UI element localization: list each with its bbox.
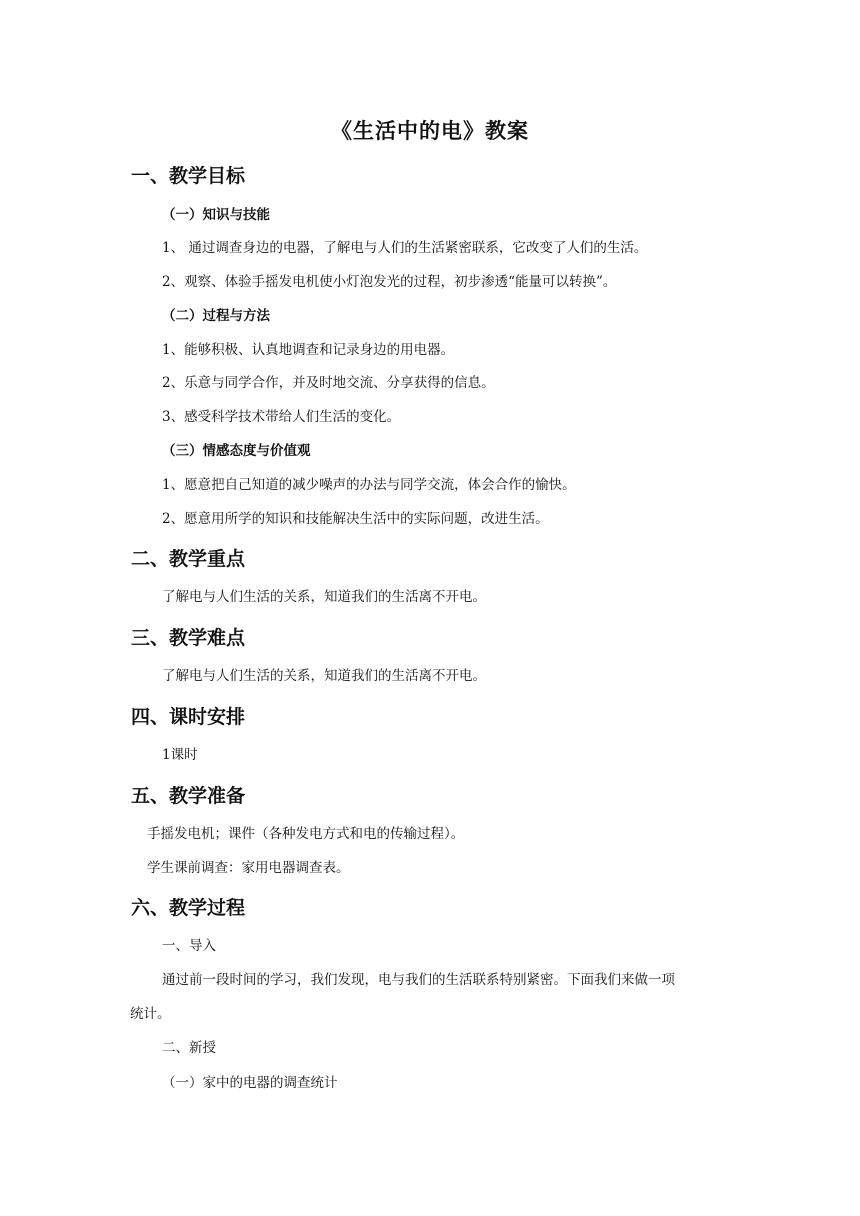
section-heading-difficulties: 三、教学难点 — [131, 627, 246, 649]
section-heading-preparation: 五、教学准备 — [131, 785, 246, 807]
key-points-text: 了解电与人们生活的关系，知道我们的生活离不开电。 — [162, 589, 486, 605]
objective-item: 3、感受科学技术带给人们生活的变化。 — [162, 409, 401, 425]
objective-item: 2、观察、体验手摇发电机使小灯泡发光的过程，初步渗透“能量可以转换”。 — [162, 274, 617, 290]
process-paragraph-line: 通过前一段时间的学习，我们发现，电与我们的生活联系特别紧密。下面我们来做一项 — [162, 972, 675, 988]
objective-item: 1、能够积极、认真地调查和记录身边的用电器。 — [162, 342, 455, 358]
objective-item: 1、愿意把自己知道的减少噪声的办法与同学交流，体会合作的愉快。 — [162, 477, 576, 493]
process-step-intro: 一、导入 — [162, 938, 216, 954]
section-heading-objectives: 一、教学目标 — [131, 165, 246, 187]
subheading-knowledge-skills: （一）知识与技能 — [162, 207, 270, 223]
section-heading-process: 六、教学过程 — [131, 897, 246, 919]
document-title: 《生活中的电》教案 — [331, 119, 529, 143]
section-heading-key-points: 二、教学重点 — [131, 548, 246, 570]
objective-item: 2、愿意用所学的知识和技能解决生活中的实际问题，改进生活。 — [162, 511, 549, 527]
process-paragraph-line: 统计。 — [130, 1006, 171, 1022]
preparation-line: 手摇发电机；课件（各种发电方式和电的传输过程）。 — [147, 826, 465, 842]
subheading-attitude-values: （三）情感态度与价值观 — [162, 443, 311, 459]
schedule-text: 1课时 — [162, 747, 198, 763]
section-heading-schedule: 四、课时安排 — [131, 706, 246, 728]
process-step-new: 二、新授 — [162, 1040, 216, 1056]
objective-item: 1、 通过调查身边的电器，了解电与人们的生活紧密联系，它改变了人们的生活。 — [162, 240, 648, 256]
preparation-line: 学生课前调查：家用电器调查表。 — [147, 860, 350, 876]
subheading-process-methods: （二）过程与方法 — [162, 308, 270, 324]
difficulties-text: 了解电与人们生活的关系，知道我们的生活离不开电。 — [162, 668, 486, 684]
objective-item: 2、乐意与同学合作，并及时地交流、分享获得的信息。 — [162, 375, 495, 391]
process-substep: （一）家中的电器的调查统计 — [162, 1075, 338, 1091]
